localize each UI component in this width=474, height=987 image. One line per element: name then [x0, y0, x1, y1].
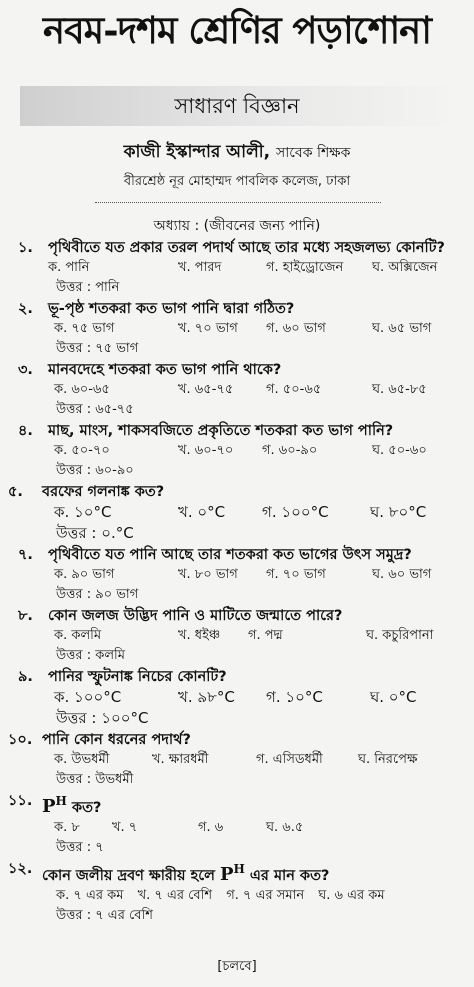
- question-text: ২. ভূ-পৃষ্ঠ শতকরা কত ভাগ পানি দ্বারা গঠিত?: [18, 301, 295, 317]
- question-number: ১.: [18, 240, 33, 256]
- option: গ. ৬: [198, 820, 224, 835]
- question-number: ৯.: [18, 669, 33, 685]
- option: গ. হাইড্রোজেন: [266, 260, 344, 275]
- college-name: বীরশ্রেষ্ঠ নূর মোহাম্মদ পাবলিক কলেজ, ঢাকা: [123, 174, 351, 189]
- option: গ. ৬০-৯০: [262, 443, 318, 458]
- masthead-title: নবম-দশম শ্রেণির পড়াশোনা: [43, 8, 431, 52]
- options-row: [0, 818, 474, 838]
- question-item: [0, 482, 474, 543]
- option: ক. ৫০-৭০: [54, 443, 110, 458]
- question-item: [0, 360, 474, 419]
- option: ক. ৯০ ভাগ: [54, 567, 115, 582]
- option: গ. ৬০ ভাগ: [266, 321, 326, 336]
- question-item: [0, 238, 474, 297]
- option: খ. ০°C: [178, 503, 226, 521]
- option: ঘ. ৫০-৬০: [372, 443, 427, 458]
- option: গ. ৫০-৬৫: [266, 382, 322, 397]
- options-row: [0, 886, 474, 906]
- author-name: কাজী ইস্কান্দার আলী,: [123, 142, 271, 162]
- question-text: ৭. পৃথিবীতে যত পানি আছে তার শতকরা কত ভাগের উৎস সমুদ্র?: [18, 547, 412, 563]
- answer-line: উত্তর : ৭: [56, 840, 104, 855]
- option: গ. ১০°C: [266, 688, 323, 706]
- option: ঘ. ০°C: [370, 688, 417, 706]
- options-row: [0, 750, 474, 770]
- ph-symbol: $P^H$: [219, 862, 245, 885]
- option: খ. ৭: [112, 820, 138, 835]
- question-text: ১০. পানি কোন ধরনের পদার্থ?: [8, 732, 191, 748]
- question-item: [0, 299, 474, 358]
- question-item: [0, 667, 474, 728]
- option: ক. ৮: [54, 820, 80, 835]
- option: খ. পারদ: [178, 260, 222, 275]
- question-text: ১২. কোন জলীয় দ্রবণ ক্ষারীয় হলে $P^H$ এর মান কত?: [8, 861, 330, 885]
- question-number: ৪.: [18, 423, 33, 439]
- option: ক. পানি: [48, 260, 90, 275]
- option: খ. ৬৫-৭৫: [178, 382, 234, 397]
- option: গ. ৭ এর সমান: [226, 888, 305, 903]
- options-row: [0, 502, 474, 524]
- options-row: [0, 441, 474, 461]
- options-row: [0, 319, 474, 339]
- question-number: ২.: [18, 301, 33, 317]
- question-number: ৫.: [8, 484, 23, 500]
- answer-line: উত্তর : ১০০°C: [56, 709, 149, 727]
- question-item: [0, 791, 474, 857]
- options-row: [0, 380, 474, 400]
- option: খ. ৭০ ভাগ: [178, 321, 238, 336]
- question-item: [0, 730, 474, 789]
- option: গ. পদ্ম: [248, 628, 283, 643]
- option: ঘ. নিরপেক্ষ: [358, 752, 418, 767]
- question-number: ৮.: [18, 608, 33, 624]
- option: ক. ৭ এর কম: [56, 888, 124, 903]
- option: ঘ. কচুরিপানা: [366, 628, 434, 643]
- option: গ. ৭০ ভাগ: [266, 567, 326, 582]
- question-text: ৩. মানবদেহে শতকরা কত ভাগ পানি থাকে?: [18, 362, 282, 378]
- answer-line: উত্তর : কলমি: [56, 648, 125, 663]
- option: খ. ৯৮°C: [178, 688, 235, 706]
- question-list: [0, 238, 474, 927]
- option: ক. উভধর্মী: [54, 752, 110, 767]
- option: ক. কলমি: [54, 628, 102, 643]
- author-designation: সাবেক শিক্ষক: [276, 145, 351, 161]
- question-item: [0, 606, 474, 665]
- option: ঘ. অক্সিজেন: [372, 260, 438, 275]
- question-number: ৭.: [18, 547, 33, 563]
- author-line: [0, 140, 474, 165]
- option: ঘ. ৬.৫: [266, 820, 304, 835]
- option: ক. ১০০°C: [54, 688, 122, 706]
- question-text: ৫. বরফের গলনাঙ্ক কত?: [8, 484, 165, 500]
- options-row: [0, 687, 474, 709]
- answer-line: উত্তর : ৯০ ভাগ: [56, 587, 139, 602]
- answer-line: উত্তর : ৭ এর বেশি: [56, 908, 153, 923]
- option: খ. ধইঞ্চ: [178, 628, 221, 643]
- option: ক. ১০°C: [54, 503, 112, 521]
- option: ক. ৭৫ ভাগ: [54, 321, 115, 336]
- question-item: [0, 859, 474, 925]
- question-number: ৩.: [18, 362, 33, 378]
- question-text: ৯. পানির স্ফুটনাঙ্ক নিচের কোনটি?: [18, 669, 227, 685]
- question-text: ৪. মাছ, মাংস, শাকসবজিতে প্রকৃতিতে শতকরা কত ভাগ পানি?: [18, 423, 394, 439]
- options-row: [0, 258, 474, 278]
- chapter-heading: অধ্যায় : (জীবনের জন্য পানি): [153, 218, 321, 234]
- question-text: ৮. কোন জলজ উদ্ভিদ পানি ও মাটিতে জন্মাতে পারে?: [18, 608, 343, 624]
- option: ঘ. ৬৫-৮৫: [372, 382, 427, 397]
- options-row: [0, 565, 474, 585]
- option: ঘ. ৮০°C: [370, 503, 427, 521]
- option: খ. ৭ এর বেশি: [137, 888, 213, 903]
- subject-title: সাধারণ বিজ্ঞান: [174, 94, 300, 118]
- answer-line: উত্তর : উভধর্মী: [56, 772, 134, 787]
- question-item: [0, 545, 474, 604]
- answer-line: উত্তর : পানি: [56, 280, 120, 295]
- option: ঘ. ৬ এর কম: [318, 888, 385, 903]
- option: ঘ. ৬৫ ভাগ: [372, 321, 432, 336]
- answer-line: উত্তর : ৬৫-৭৫: [56, 402, 134, 417]
- divider: [95, 202, 381, 203]
- option: খ. ক্ষারধর্মী: [152, 752, 209, 767]
- question-number: ১২.: [8, 861, 33, 877]
- option: গ. এসিডধর্মী: [256, 752, 323, 767]
- option: ঘ. ৬০ ভাগ: [372, 567, 432, 582]
- option: খ. ৮০ ভাগ: [178, 567, 238, 582]
- answer-line: উত্তর : ৭৫ ভাগ: [56, 341, 139, 356]
- option: গ. ১০০°C: [262, 503, 329, 521]
- question-text: ১১. $P^H$ কত?: [8, 793, 102, 817]
- answer-line: উত্তর : ৬০-৯০: [56, 463, 134, 478]
- answer-line: উত্তর : ০.°C: [56, 524, 134, 542]
- question-number: ১০.: [8, 732, 33, 748]
- option: ক. ৬০-৬৫: [54, 382, 110, 397]
- question-number: ১১.: [8, 793, 33, 809]
- ph-symbol: $P^H$: [42, 794, 67, 817]
- option: খ. ৬০-৭০: [178, 443, 234, 458]
- question-item: [0, 421, 474, 480]
- continued-label: [চলবে]: [217, 959, 257, 974]
- options-row: [0, 626, 474, 646]
- question-text: ১. পৃথিবীতে যত প্রকার তরল পদার্থ আছে তার মধ্যে সহজলভ্য কোনটি?: [18, 240, 445, 256]
